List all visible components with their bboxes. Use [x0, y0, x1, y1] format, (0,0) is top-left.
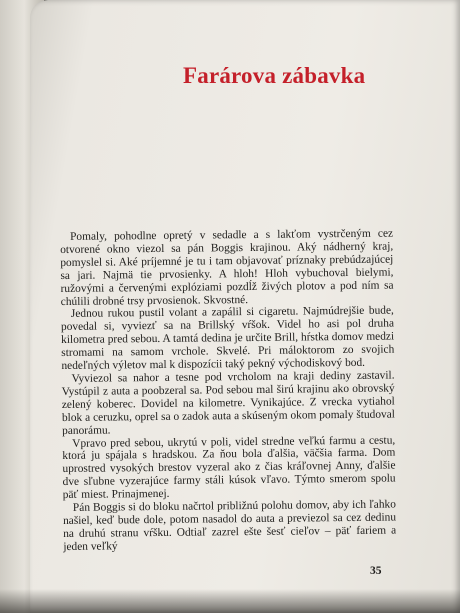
paragraph-2: Jednou rukou pustil volant a zapálil si cigaretu. Najmúdrejšie bude, povedal si, vyviezť sa na Brillský vŕšok. Videl ho asi pol druha kilometra pred sebou. A tamtá dedina je určite Brill, hŕstka domov medzi stromami na samom vrchole. Skvelé. Pri máloktorom zo svojich nedeľných výletov mal k dispozícii taký pekný východiskový bod. — [60, 304, 395, 373]
paragraph-1: Pomaly, pohodlne opretý v sedadle a s lakťom vystrčeným cez otvorené okno viezol sa pán Boggis krajinou. Aký nádherný kraj, pomyslel si. Aké príjemné je tu i tam objavovať príznaky prebúdzajúcej sa jari. Najmä tie prvosienky. A hloh! Hloh vybuchoval bielymi, ružovými a červenými explóziami pozdĺž živých plotov a pod ním sa chúlili drobné trsy prvosienok. Skvostné. — [60, 227, 394, 308]
body-text — [60, 228, 396, 554]
page-number: 35 — [370, 565, 382, 577]
chapter-title: Farárova zábavka — [183, 63, 366, 88]
paragraph-5: Pán Boggis si do bloku načrtol približnú polohu domov, aby ich ľahko našiel, keď bude dole, potom nasadol do auta a previezol sa cez dedinu na druhú stranu vŕšku. Odtiaľ zazrel ešte šesť cieľov – päť fariem a jeden veľký — [62, 498, 397, 553]
paragraph-4: Vpravo pred sebou, ukrytú v poli, videl stredne veľkú farmu a cestu, ktorá ju spájala s hradskou. Za ňou bola ďalšia, väčšia farma. Dom uprostred vysokých brestov vyzeral ako z čias kráľovnej Anny, ďalšie dve sľubne vyzerajúce farmy stáli kúsok vľavo. Týmto smerom spolu päť miest. Prinajmenej. — [62, 434, 396, 502]
bottom-shadow — [0, 589, 460, 613]
paragraph-3: Vyviezol sa nahor a tesne pod vrcholom na kraji dediny zastavil. Vystúpil z auta a poobzeral sa. Pod sebou mal širú krajinu ako obrovský zelený koberec. Dovidel na kilometre. Vynikajúce. Z vrecka vytiahol blok a ceruzku, oprel sa o zadok auta a skúseným okom pomaly študoval panorámu. — [61, 369, 395, 437]
